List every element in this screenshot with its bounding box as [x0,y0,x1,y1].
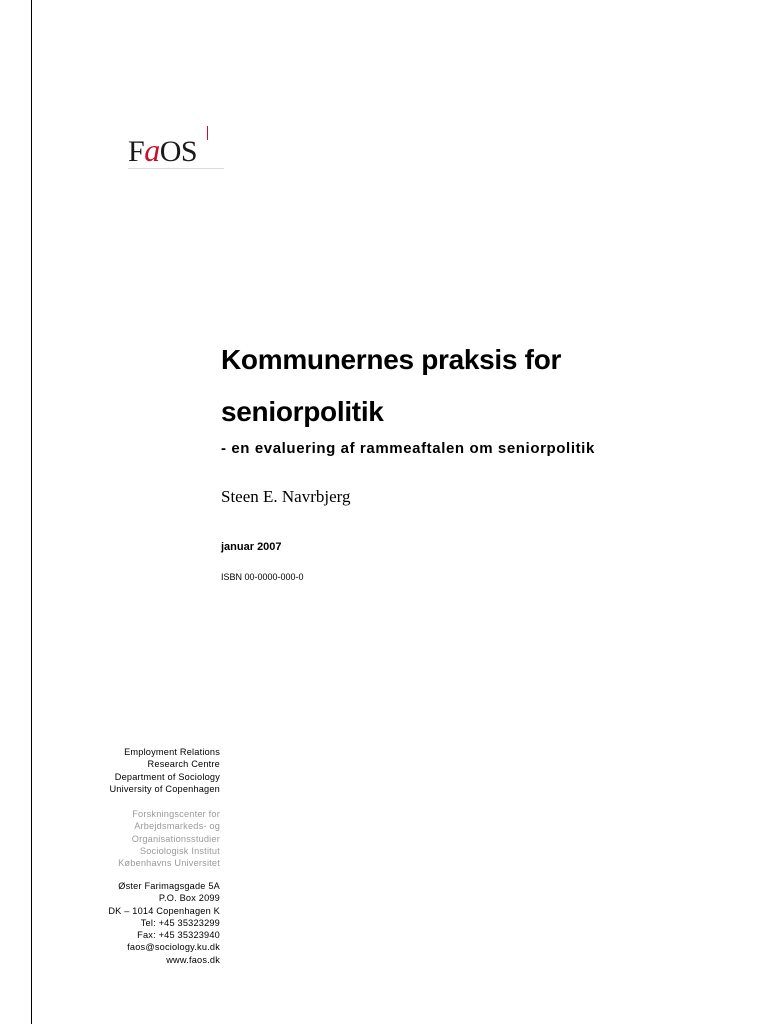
phone-number: Tel: +45 35323299 [140,917,220,928]
institution-da-line: Københavns Universitet [118,858,220,869]
title-line-1: Kommunernes praksis for [221,344,562,375]
institution-da-line: Forskningscenter for [132,809,220,819]
faos-logo [128,126,224,178]
institution-danish [118,808,220,869]
institution-da-line: Arbejdsmarkeds- og [134,821,220,832]
email-address: faos@sociology.ku.dk [127,942,220,953]
logo-wordmark [128,134,197,167]
institution-en-line: Employment Relations [124,747,220,757]
institution-da-line: Sociologisk Institut [139,845,220,856]
logo-underline [128,168,224,169]
website-url: www.faos.dk [166,954,220,965]
institution-en-line: Department of Sociology [114,771,220,782]
institution-english [109,746,220,795]
logo-letter-a: a [144,132,160,168]
institution-en-line: University of Copenhagen [109,783,220,794]
contact-info [108,880,220,966]
logo-accent-rule [207,126,208,140]
isbn-number: ISBN 00-0000-000-0 [221,572,304,582]
publication-date: januar 2007 [221,541,282,553]
institution-da-line: Organisationsstudier [131,833,220,844]
address-city: DK – 1014 Copenhagen K [108,905,220,916]
address-street: Øster Farimagsgade 5A [118,881,220,891]
logo-letters-os: OS [159,135,198,168]
page-left-border [31,0,32,1024]
document-subtitle: - en evaluering af rammeaftalen om seniorpolitik [221,440,595,457]
author-name: Steen E. Navrbjerg [221,487,351,506]
institution-en-line: Research Centre [147,759,220,770]
title-line-2: seniorpolitik [221,396,384,427]
address-pobox: P.O. Box 2099 [158,893,220,904]
logo-letter-f: F [128,135,145,168]
fax-number: Fax: +45 35323940 [137,930,220,941]
document-title [221,334,741,438]
